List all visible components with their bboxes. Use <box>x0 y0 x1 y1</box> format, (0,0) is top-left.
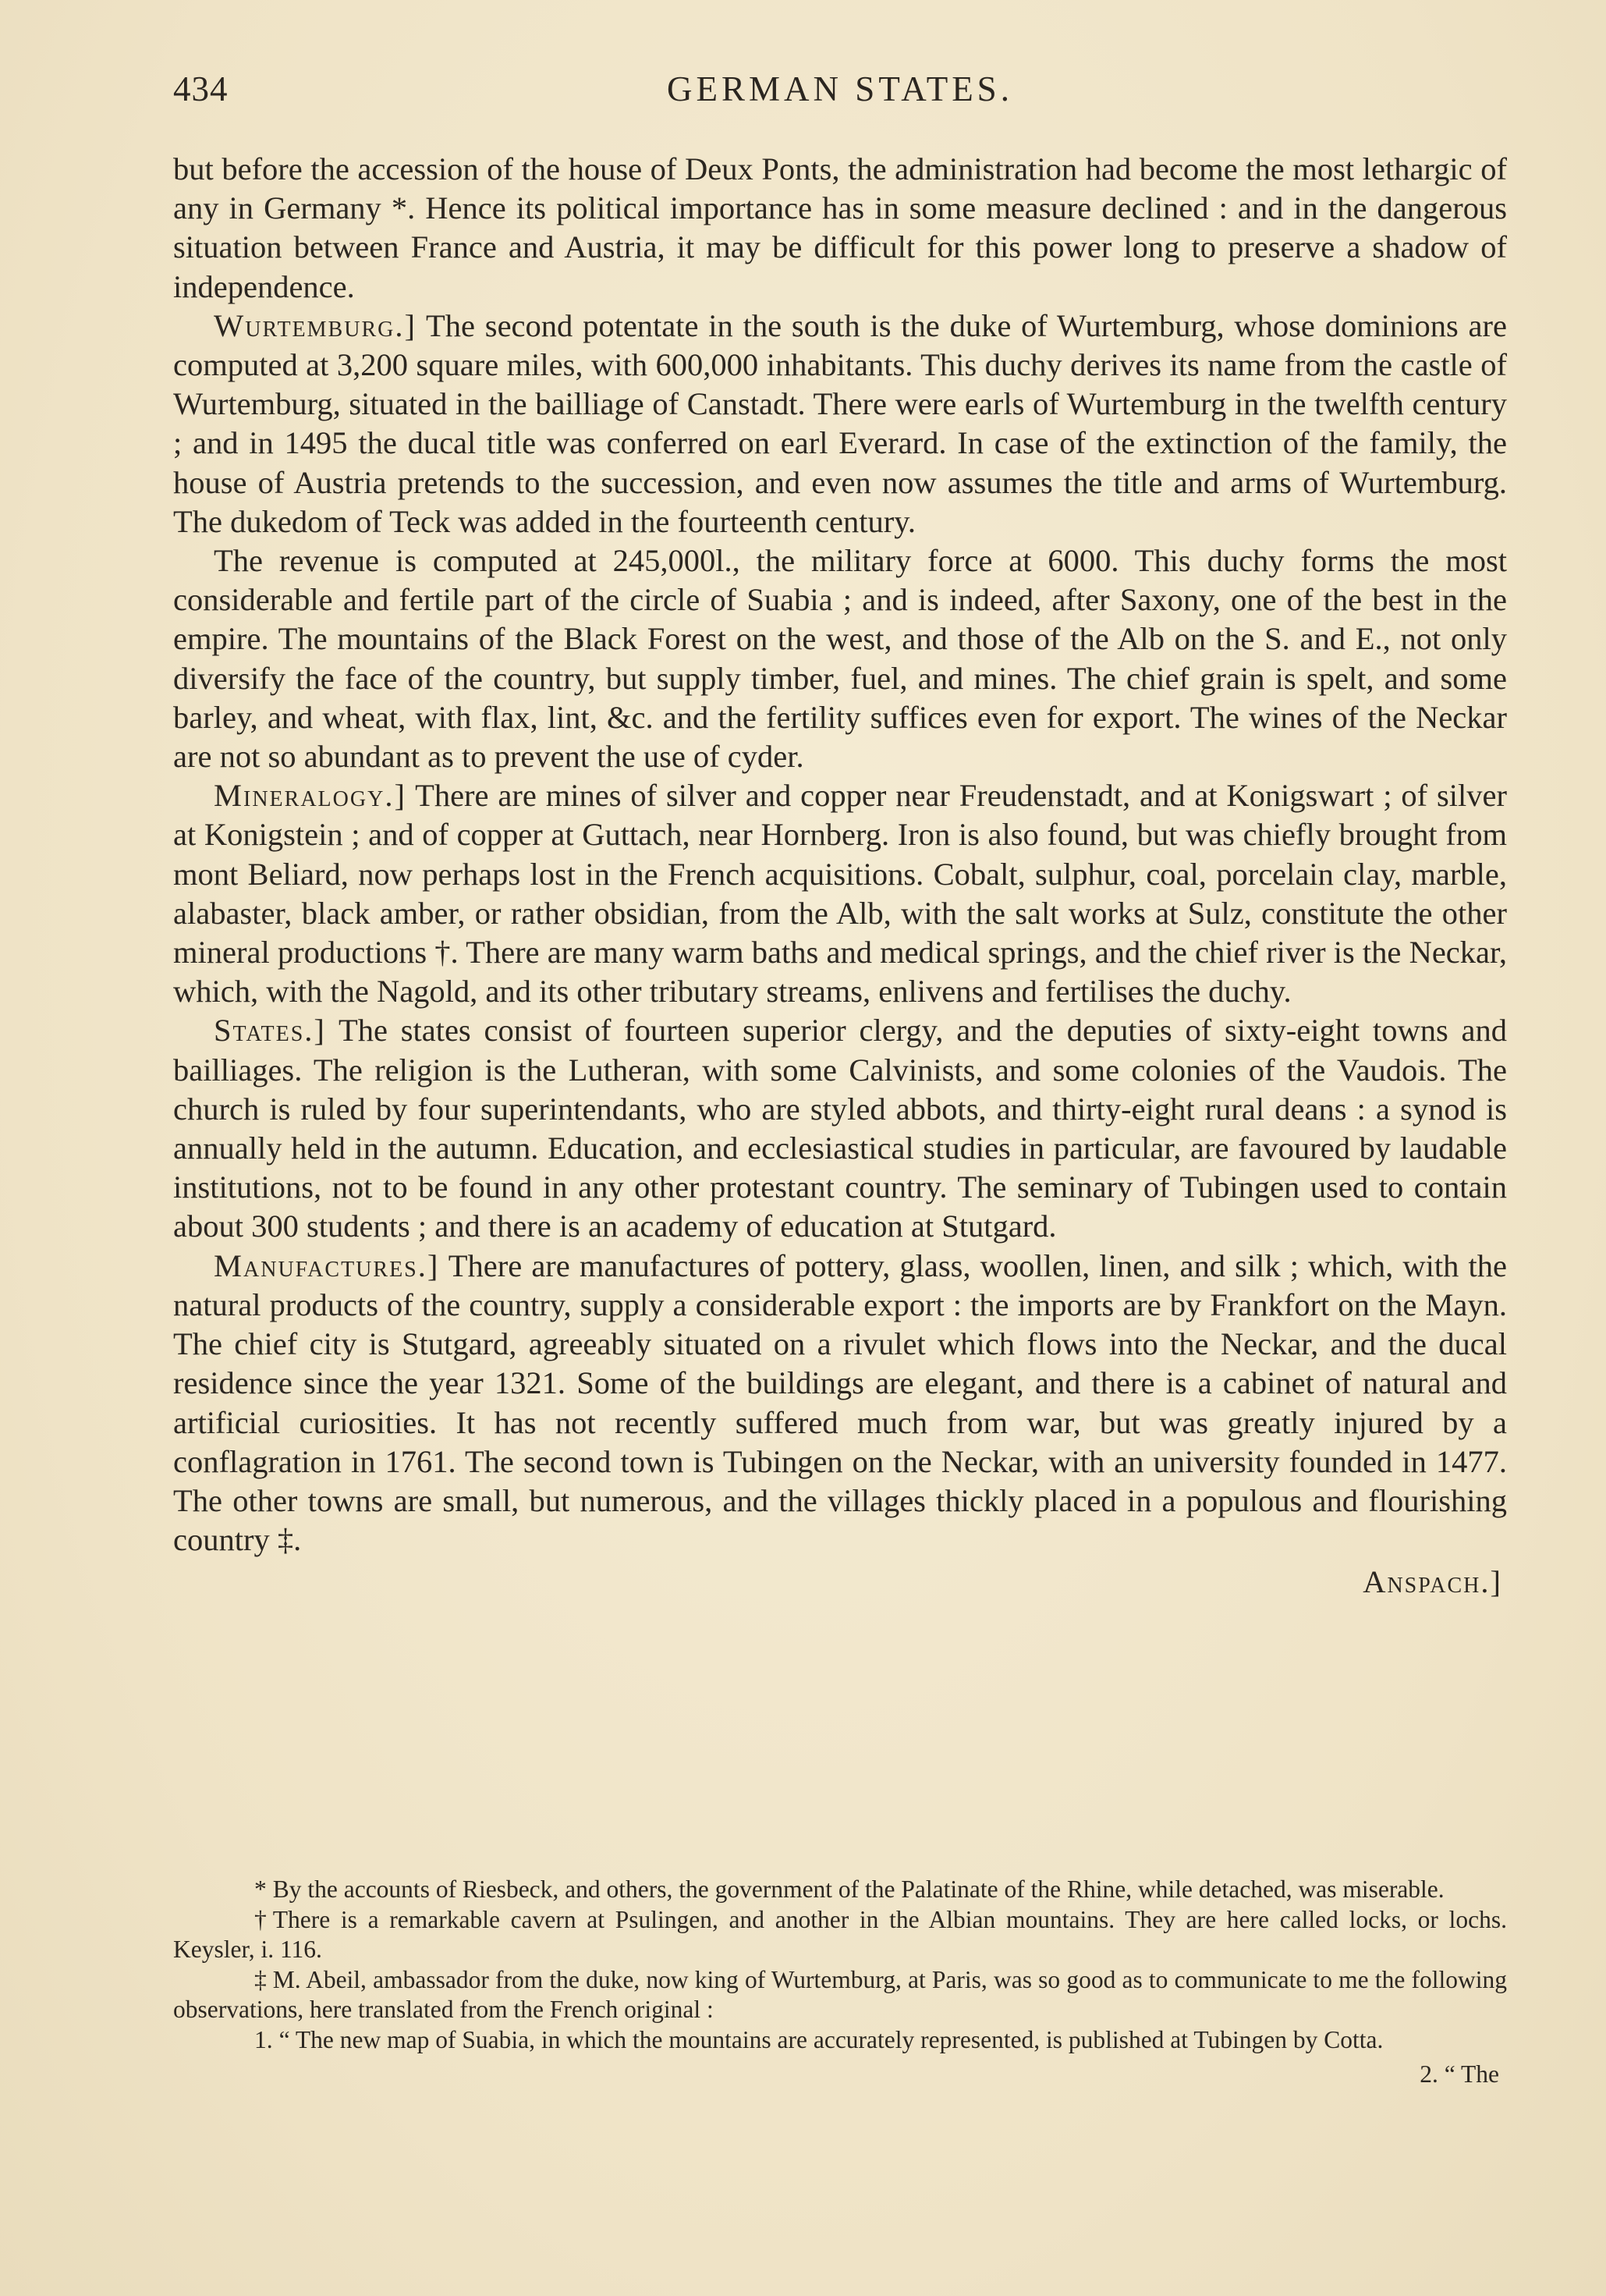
footnote-mark-asterisk: * <box>254 1875 267 1903</box>
side-heading-manufactures: Manufactures.] <box>214 1247 440 1283</box>
side-heading-mineralogy: Mineralogy.] <box>214 778 406 814</box>
footnote-3-text: M. Abeil, ambassador from the duke, now king of Wurtemburg, at Paris, was so good as to communicate to me the following observations, here translated from the French original : <box>173 1965 1507 2023</box>
catchword: Anspach.] <box>1363 1564 1502 1600</box>
footnote-mark-dagger: † <box>254 1905 267 1933</box>
side-heading-states: States.] <box>214 1013 326 1049</box>
paragraph-states-text: The states consist of fourteen superior clergy, and the deputies of sixty-eight towns and bailliages. The religion is the Lutheran, with some Calvinists, and some colonies of the Vaudois. The church is ruled by four superintendants, who are styled abbots, and thirty-eight rural deans : a synod is annually held in the autumn. Education, and ecclesiastical studies in particular, are favoured by laudable institutions, not to be found in any other protestant country. The seminary of Tubingen used to contain about 300 students ; and there is an academy of education at Stutgard. <box>173 1013 1507 1244</box>
paragraph-manufactures-text: There are manufactures of pottery, glass, woollen, linen, and silk ; which, with the natural products of the country, supply a considerable export : the imports are by Frankfort on the Mayn. The chief city is Stutgard, agreeably situated on a rivulet which flows into the Neckar, and the ducal residence since the year 1321. Some of the buildings are elegant, and there is a cabinet of natural and artificial curiosities. It has not recently suffered much from war, but was greatly injured by a conflagration in 1761. The second town is Tubingen on the Neckar, with an university founded in 1477. The other towns are small, but numerous, and the villages thickly placed in a populous and flourishing country ‡. <box>173 1247 1507 1558</box>
paragraph-states <box>173 1011 1507 1246</box>
footnote-mark-number: 1. <box>254 2025 273 2053</box>
body-text <box>173 150 1507 1602</box>
footnote-3 <box>173 1965 1507 2025</box>
paragraph-manufactures <box>173 1247 1507 1560</box>
footnotes <box>173 1875 1507 2090</box>
page-number: 434 <box>173 69 229 108</box>
paragraph-mineralogy <box>173 776 1507 1011</box>
footnote-4 <box>173 2025 1507 2056</box>
footnote-4-text: “ The new map of Suabia, in which the mountains are accurately represented, is published at Tubingen by Cotta. <box>278 2025 1384 2053</box>
paragraph-palatinate: but before the accession of the house of Deux Ponts, the administration had become the most lethargic of any in Germany *. Hence its political importance has in some measure declined : and in the dangerous situation between France and Austria, it may be difficult for this power long to preserve a shadow of independence. <box>173 151 1507 304</box>
paragraph-wurtemburg <box>173 307 1507 541</box>
paragraph-revenue: The revenue is computed at 245,000l., the military force at 6000. This duchy forms the most considerable and fertile part of the circle of Suabia ; and is indeed, after Saxony, one of the best in the empire. The mountains of the Black Forest on the west, and those of the Alb on the S. and E., not only diversify the face of the country, but supply timber, fuel, and mines. The chief grain is spelt, and some barley, and wheat, with flax, lint, &c. and the fertility suffices even for export. The wines of the Neckar are not so abundant as to prevent the use of cyder. <box>173 543 1507 775</box>
footnote-1-text: By the accounts of Riesbeck, and others, the government of the Palatinate of the Rhine, while detached, was miserable. <box>272 1875 1445 1903</box>
running-head <box>173 69 1507 115</box>
footnote-1 <box>173 1875 1507 1905</box>
footnote-mark-double-dagger: ‡ <box>254 1965 267 1993</box>
running-title: GERMAN STATES. <box>667 69 1013 108</box>
side-heading-wurtemburg: Wurtemburg.] <box>214 307 417 343</box>
paragraph-mineralogy-text: There are mines of silver and copper near Freudenstadt, and at Konigswart ; of silver at Konigstein ; and of copper at Guttach, near Hornberg. Iron is also found, but was chiefly brought from mont Beliard, now perhaps lost in the French acquisitions. Cobalt, sulphur, coal, porcelain clay, marble, alabaster, black amber, or rather obsidian, from the Alb, with the salt works at Sulz, constitute the other mineral productions †. There are many warm baths and medical springs, and the chief river is the Neckar, which, with the Nagold, and its other tributary streams, enlivens and fertilises the duchy. <box>173 778 1507 1010</box>
footnote-catchword: 2. “ The <box>1420 2060 1499 2088</box>
paragraph-wurtemburg-text: The second potentate in the south is the duke of Wurtemburg, whose dominions are computed at 3,200 square miles, with 600,000 inhabitants. This duchy derives its name from the castle of Wurtemburg, situated in the bailliage of Canstadt. There were earls of Wurtemburg in the twelfth century ; and in 1495 the ducal title was conferred on earl Everard. In case of the extinction of the family, the house of Austria pretends to the succession, and even now assumes the title and arms of Wurtemburg. The dukedom of Teck was added in the fourteenth century. <box>173 307 1507 539</box>
footnote-2 <box>173 1905 1507 1965</box>
footnote-2-text: There is a remarkable cavern at Psulingen, and another in the Albian mountains. They are here called locks, or lochs. Keysler, i. 116. <box>173 1905 1507 1963</box>
